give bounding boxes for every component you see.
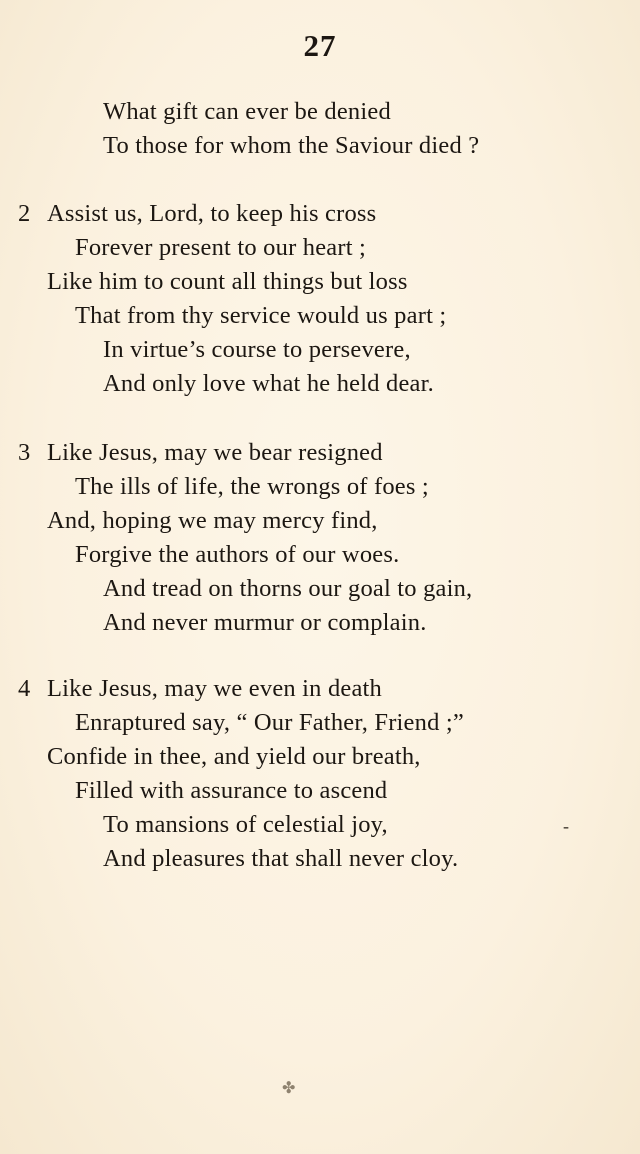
verse-line: And tread on thorns our goal to gain, <box>103 575 473 602</box>
bleed-line <box>30 905 590 936</box>
verse-line: What gift can ever be denied <box>103 98 391 125</box>
verse-line: Like Jesus, may we even in death <box>47 675 383 702</box>
verse-line: And pleasures that shall never cloy. <box>103 845 459 872</box>
verse-line: And never murmur or complain. <box>103 609 427 636</box>
reverse-side-bleed <box>30 905 590 936</box>
verse-line: Confide in thee, and yield our breath, <box>47 743 421 770</box>
verse-line: Assist us, Lord, to keep his cross <box>47 200 377 227</box>
verse-line: And only love what he held dear. <box>103 370 434 397</box>
verse-line: Filled with assurance to ascend <box>75 777 388 804</box>
verse-number: 4 <box>18 675 31 702</box>
verse-number: 3 <box>18 439 31 466</box>
verse-line: Forever present to our heart ; <box>75 234 367 261</box>
ornament-icon: ✤ <box>282 1080 296 1097</box>
verse-line: And, hoping we may mercy find, <box>47 507 378 534</box>
verse-line: Forgive the authors of our woes. <box>75 541 400 568</box>
verse-line: To mansions of celestial joy, <box>103 811 388 838</box>
page-number: 27 <box>303 28 337 63</box>
verse-line: That from thy service would us part ; <box>75 302 447 329</box>
margin-dash-mark: - <box>563 816 569 836</box>
verse-line: Like him to count all things but loss <box>47 268 408 295</box>
verse-number: 2 <box>18 200 31 227</box>
verse-line: Enraptured say, “ Our Father, Friend ;” <box>75 709 464 736</box>
verse-line: The ills of life, the wrongs of foes ; <box>75 473 429 500</box>
verse-line: To those for whom the Saviour died ? <box>103 132 480 159</box>
verse-line: In virtue’s course to persevere, <box>103 336 411 363</box>
verse-line: Like Jesus, may we bear resigned <box>47 439 383 466</box>
